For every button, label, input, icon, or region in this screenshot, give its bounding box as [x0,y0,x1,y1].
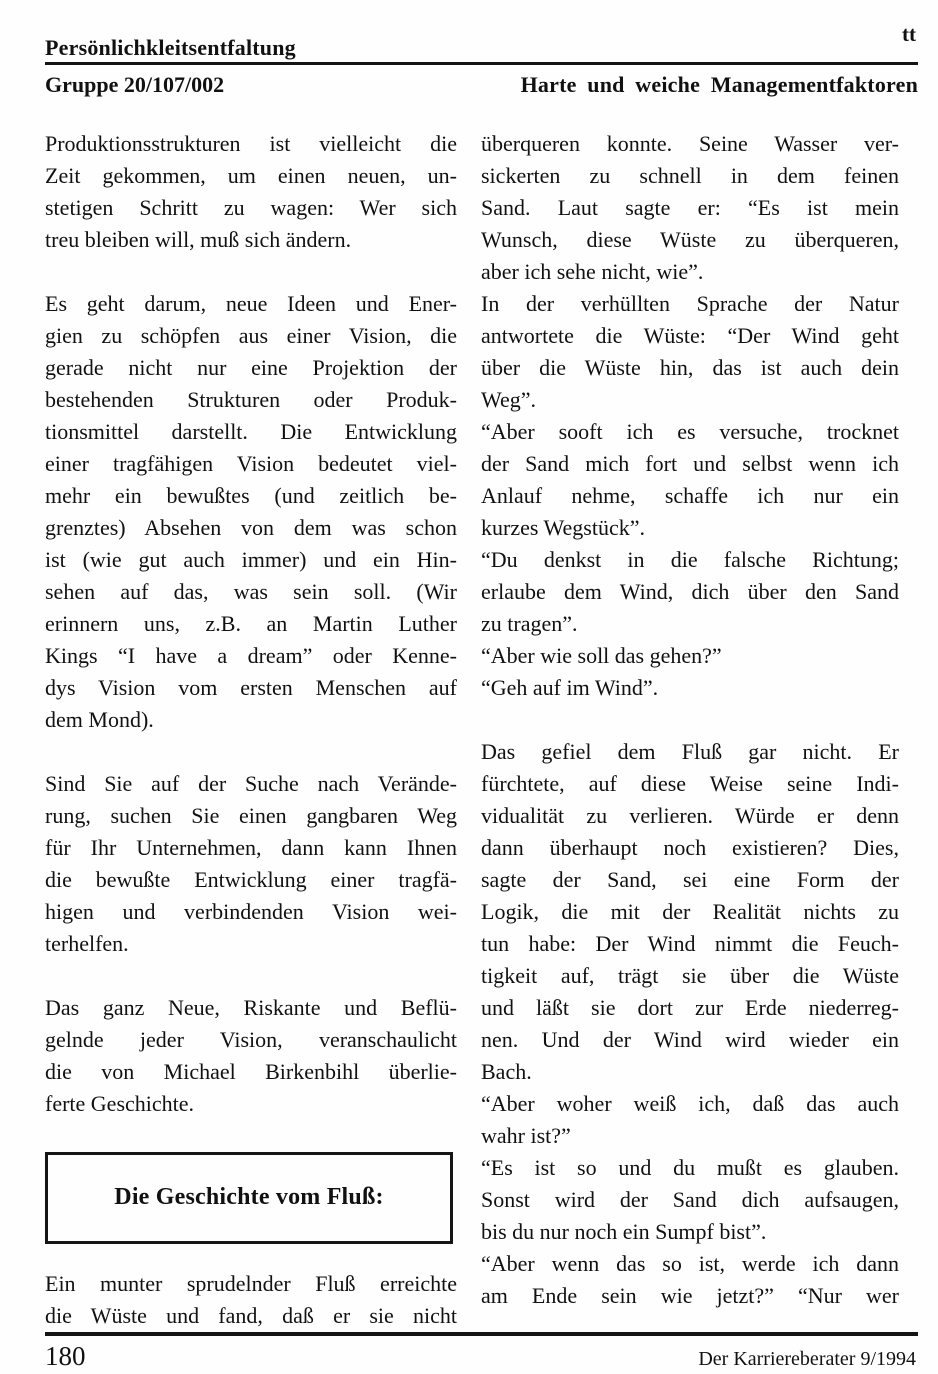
text-line: bis du nur noch ein Sumpf bist”. [481,1219,767,1245]
page-header [45,24,918,98]
text-line: gelnde jeder Vision, veranschaulicht [45,1027,457,1053]
text-line: grenztes) Absehen von dem was schon [45,515,457,541]
paragraph [481,736,899,1312]
text-line: dem Mond). [45,707,154,733]
text-line: mehr ein bewußtes (und zeitlich be- [45,483,457,509]
text-line: die von Michael Birkenbihl überlie- [45,1059,457,1085]
group-label: Gruppe 20/107/002 [45,72,225,98]
text-line: “Aber sooft ich es versuche, trocknet [481,419,899,445]
header-row-top [45,24,918,60]
paragraph [481,128,899,704]
text-line: terhelfen. [45,931,129,957]
text-line: “Aber wenn das so ist, werde ich dann [481,1251,899,1277]
text-line: über die Wüste hin, das ist auch dein [481,355,899,381]
text-line: Weg”. [481,387,537,413]
paragraph [45,128,457,256]
text-line: Sind Sie auf der Suche nach Verände- [45,771,457,797]
text-line: Das gefiel dem Fluß gar nicht. Er [481,739,899,765]
text-line: kurzes Wegstück”. [481,515,645,541]
text-line: nen. Und der Wind wird wieder ein [481,1027,899,1053]
text-line: fürchtete, auf diese Weise seine Indi- [481,771,899,797]
text-line: dann überhaupt noch existieren? Dies, [481,835,899,861]
header-row-bottom [45,72,918,98]
text-line: Bach. [481,1059,532,1085]
text-line: Kings “I have a dream” oder Kenne- [45,643,457,669]
text-line: Sonst wird der Sand dich aufsaugen, [481,1187,899,1213]
text-columns [45,128,918,1332]
text-line: “Du denkst in die falsche Richtung; [481,547,899,573]
text-line: Das ganz Neue, Riskante und Beflü- [45,995,457,1021]
text-line: bestehenden Strukturen oder Produk- [45,387,457,413]
text-line: Logik, die mit der Realität nichts zu [481,899,899,925]
text-line: einer tragfähigen Vision bedeutet viel- [45,451,457,477]
text-line: zu tragen”. [481,611,578,637]
text-line: wahr ist?” [481,1123,571,1149]
paragraph [45,992,457,1120]
text-line: die bewußte Entwicklung einer tragfä- [45,867,457,893]
text-line: für Ihr Unternehmen, dann kann Ihnen [45,835,457,861]
right-column [481,128,899,1332]
text-line: am Ende sein wie jetzt?” “Nur wer [481,1283,899,1309]
text-line: “Geh auf im Wind”. [481,675,659,701]
text-line: Produktionsstrukturen ist vielleicht die [45,131,457,157]
text-line: stetigen Schritt zu wagen: Wer sich [45,195,457,221]
text-line: treu bleiben will, muß sich ändern. [45,227,352,253]
page-mark: tt [902,22,916,46]
text-line: erinnern uns, z.B. an Martin Luther [45,611,457,637]
text-line: tigkeit auf, trägt sie über die Wüste [481,963,899,989]
page-footer [45,1332,918,1372]
paragraph [45,1268,457,1332]
page-number: 180 [45,1341,86,1372]
text-line: higen und verbindenden Vision wei- [45,899,457,925]
text-line: überqueren konnte. Seine Wasser ver- [481,131,899,157]
text-line: In der verhüllten Sprache der Natur [481,291,899,317]
paragraph [45,288,457,736]
text-line: gien zu schöpfen aus einer Vision, die [45,323,457,349]
text-line: Sand. Laut sagte er: “Es ist mein [481,195,899,221]
text-line: Anlauf nehme, schaffe ich nur ein [481,483,899,509]
text-line: Ein munter sprudelnder Fluß erreichte [45,1271,457,1297]
story-title: Die Geschichte vom Fluß: [114,1184,384,1211]
text-line: gerade nicht nur eine Projektion der [45,355,457,381]
text-line: die Wüste und fand, daß er sie nicht [45,1303,457,1329]
header-rule [45,62,918,65]
text-line: und läßt sie dort zur Erde niederreg- [481,995,899,1021]
text-line: sehen auf das, was sein soll. (Wir [45,579,457,605]
text-line: Wunsch, diese Wüste zu überqueren, [481,227,899,253]
text-line: sagte der Sand, sei eine Form der [481,867,899,893]
paragraph [45,768,457,960]
text-line: der Sand mich fort und selbst wenn ich [481,451,899,477]
journal-name: Der Karriereberater 9/1994 [698,1348,916,1371]
text-line: ist (wie gut auch immer) und ein Hin- [45,547,457,573]
text-line: sickerten zu schnell in dem feinen [481,163,899,189]
text-line: ferte Geschichte. [45,1091,195,1117]
text-line: “Aber woher weiß ich, daß das auch [481,1091,899,1117]
text-line: Zeit gekommen, um einen neuen, un- [45,163,457,189]
text-line: rung, suchen Sie einen gangbaren Weg [45,803,457,829]
text-line: aber ich sehe nicht, wie”. [481,259,704,285]
text-line: Es geht darum, neue Ideen und Ener- [45,291,457,317]
text-line: dys Vision vom ersten Menschen auf [45,675,457,701]
left-column [45,128,457,1332]
text-line: vidualität zu verlieren. Würde er denn [481,803,899,829]
text-line: “Es ist so und du mußt es glauben. [481,1155,899,1181]
running-title: Persönlichkleitsentfaltung [45,35,296,60]
section-title: Harte und weiche Managementfaktoren [520,72,918,98]
text-line: “Aber wie soll das gehen?” [481,643,722,669]
text-line: tun habe: Der Wind nimmt die Feuch- [481,931,899,957]
story-title-box [45,1152,453,1244]
text-line: antwortete die Wüste: “Der Wind geht [481,323,899,349]
text-line: erlaube dem Wind, dich über den Sand [481,579,899,605]
text-line: tionsmittel darstellt. Die Entwicklung [45,419,457,445]
